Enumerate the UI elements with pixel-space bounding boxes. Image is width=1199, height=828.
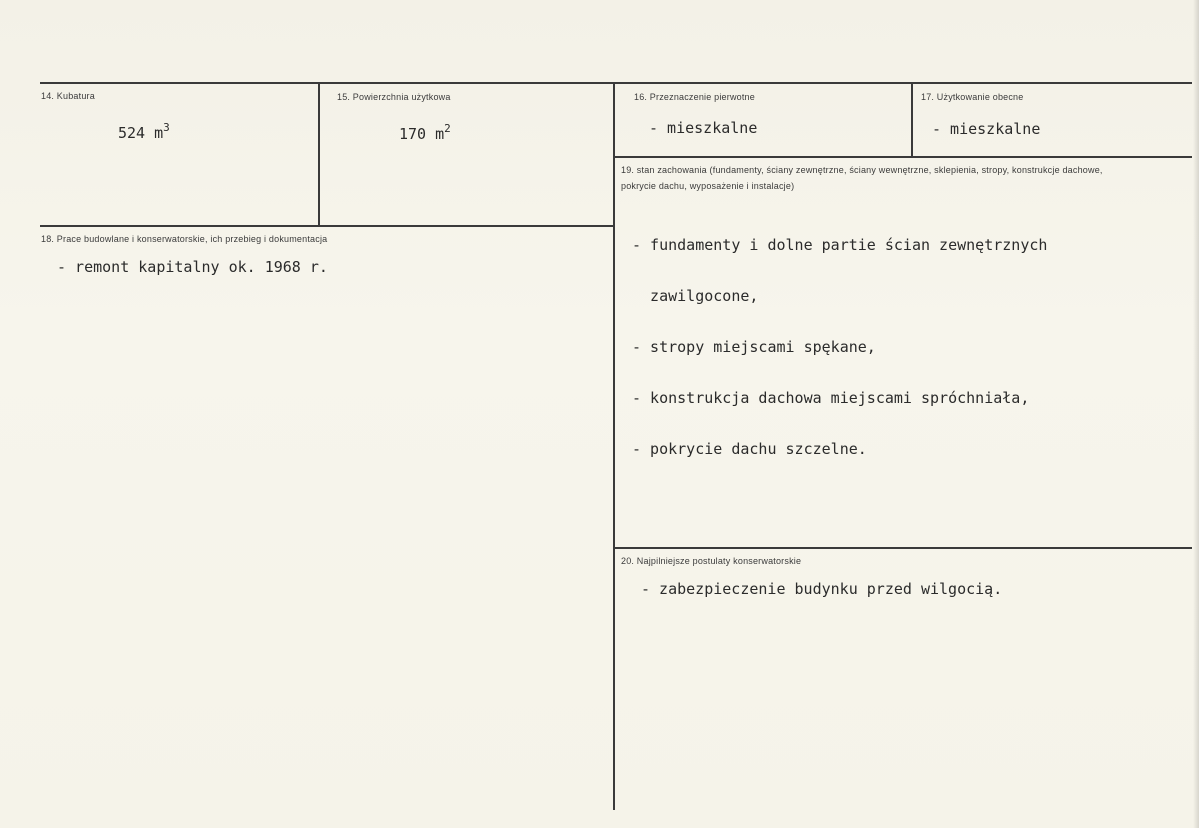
main-vertical-divider	[613, 83, 615, 810]
field-14-unit-sup: 3	[163, 121, 170, 134]
divider-14-15	[318, 83, 320, 225]
field-19-value-list	[632, 203, 1047, 492]
list-item: zawilgocone,	[632, 287, 759, 305]
field-14-value-text: 524 m	[118, 124, 164, 142]
divider-16-17	[911, 83, 913, 157]
list-item: - pokrycie dachu szczelne.	[632, 440, 867, 458]
field-14-label: 14. Kubatura	[41, 91, 95, 101]
list-item: - fundamenty i dolne partie ścian zewnętrznych	[632, 236, 1048, 254]
field-19-label: 19. stan zachowania (fundamenty, ściany zewnętrzne, ściany wewnętrzne, sklepienia, stropy, konstrukcje dachowe, pokrycie dachu, wyposażenie i instalacje)	[621, 165, 1103, 191]
divider-14-18	[40, 225, 614, 227]
card-edge-shadow	[1193, 0, 1199, 828]
field-15-value	[399, 122, 451, 143]
divider-16-19	[614, 156, 1192, 158]
field-20-value: - zabezpieczenie budynku przed wilgocią.	[641, 580, 1003, 598]
field-18-label: 18. Prace budowlane i konserwatorskie, ich przebieg i dokumentacja	[41, 234, 328, 244]
field-15-unit-sup: 2	[444, 122, 451, 135]
field-15-label: 15. Powierzchnia użytkowa	[337, 92, 451, 102]
field-15-value-text: 170 m	[399, 125, 445, 143]
field-17-value: - mieszkalne	[932, 120, 1041, 138]
field-16-label: 16. Przeznaczenie pierwotne	[634, 92, 755, 102]
field-14-value	[118, 121, 170, 142]
field-16-value: - mieszkalne	[649, 119, 758, 137]
field-18-value: - remont kapitalny ok. 1968 r.	[57, 258, 328, 276]
top-border-line	[40, 82, 1192, 84]
list-item: - stropy miejscami spękane,	[632, 338, 876, 356]
field-20-label: 20. Najpilniejsze postulaty konserwatorskie	[621, 556, 802, 566]
field-17-label: 17. Użytkowanie obecne	[921, 92, 1024, 102]
divider-19-20	[614, 547, 1192, 549]
list-item: - konstrukcja dachowa miejscami spróchniała,	[632, 389, 1030, 407]
